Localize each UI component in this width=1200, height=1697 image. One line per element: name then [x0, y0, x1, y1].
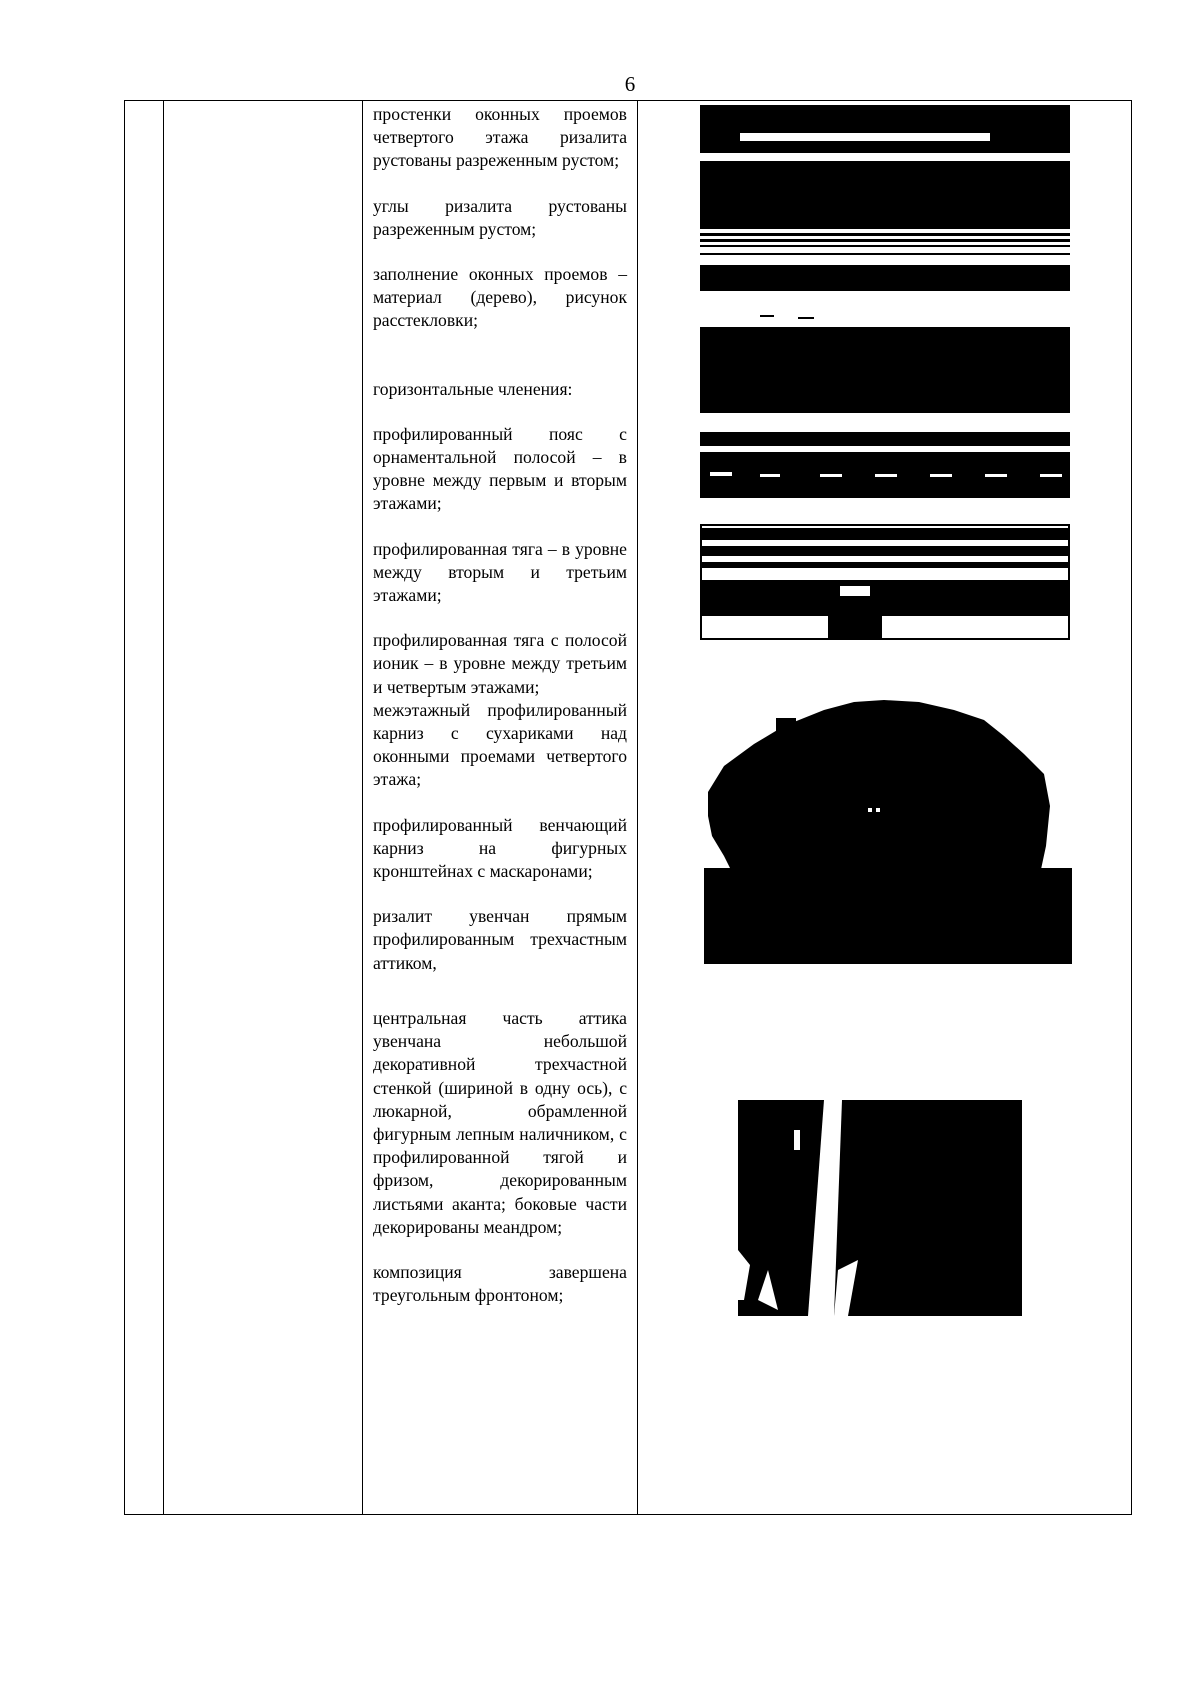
- entry-text: простенки оконных проемов четвертого этажа ризалита рустованы разреженным рустом;: [373, 104, 627, 171]
- photo-facade-windows-icon: [700, 105, 1070, 413]
- entry-text: профилированная тяга – в уровне между вторым и третьим этажами;: [373, 538, 627, 606]
- entry-text: профилированный пояс с орнаментальной полосой – в уровне между первым и вторым этажами;: [373, 423, 627, 514]
- photo-cornice-belt-icon: [700, 432, 1070, 498]
- page-number: 6: [624, 72, 636, 96]
- entry-text: межэтажный профилированный карниз с сухариками над оконными проемами четвертого этажа;: [373, 699, 627, 790]
- entry-text: центральная часть аттика увенчана небольшой декоративной трехчастной стенкой (шириной в одну ось), с люкарной, обрамленной фигурным лепным наличником, с профилированной тягой и фризом, декорированным листьями аканта; боковые части декорированы меандром;: [373, 1007, 627, 1237]
- entry-text: углы ризалита рустованы разреженным рустом;: [373, 195, 627, 239]
- entry-text: композиция завершена треугольным фронтоном;: [373, 1261, 627, 1306]
- entry-text: горизонтальные членения:: [373, 378, 573, 399]
- entry-text: ризалит увенчан прямым профилированным трехчастным аттиком,: [373, 906, 627, 973]
- entry-text: профилированный венчающий карниз на фигурных кронштейнах с маскаронами;: [373, 814, 627, 882]
- photo-cornice-profile-icon: [700, 524, 1070, 640]
- column-divider: [163, 101, 164, 1514]
- entry-text: профилированная тяга с полосой ионик – в уровне между третьим и четвертым этажами;: [373, 630, 627, 697]
- photo-attic-dome-icon: [704, 696, 1072, 964]
- description-cell: [362, 101, 638, 1514]
- entry-text: заполнение оконных проемов – материал (дерево), рисунок расстекловки;: [373, 264, 627, 331]
- photo-attic-detail-icon: [738, 1100, 1022, 1316]
